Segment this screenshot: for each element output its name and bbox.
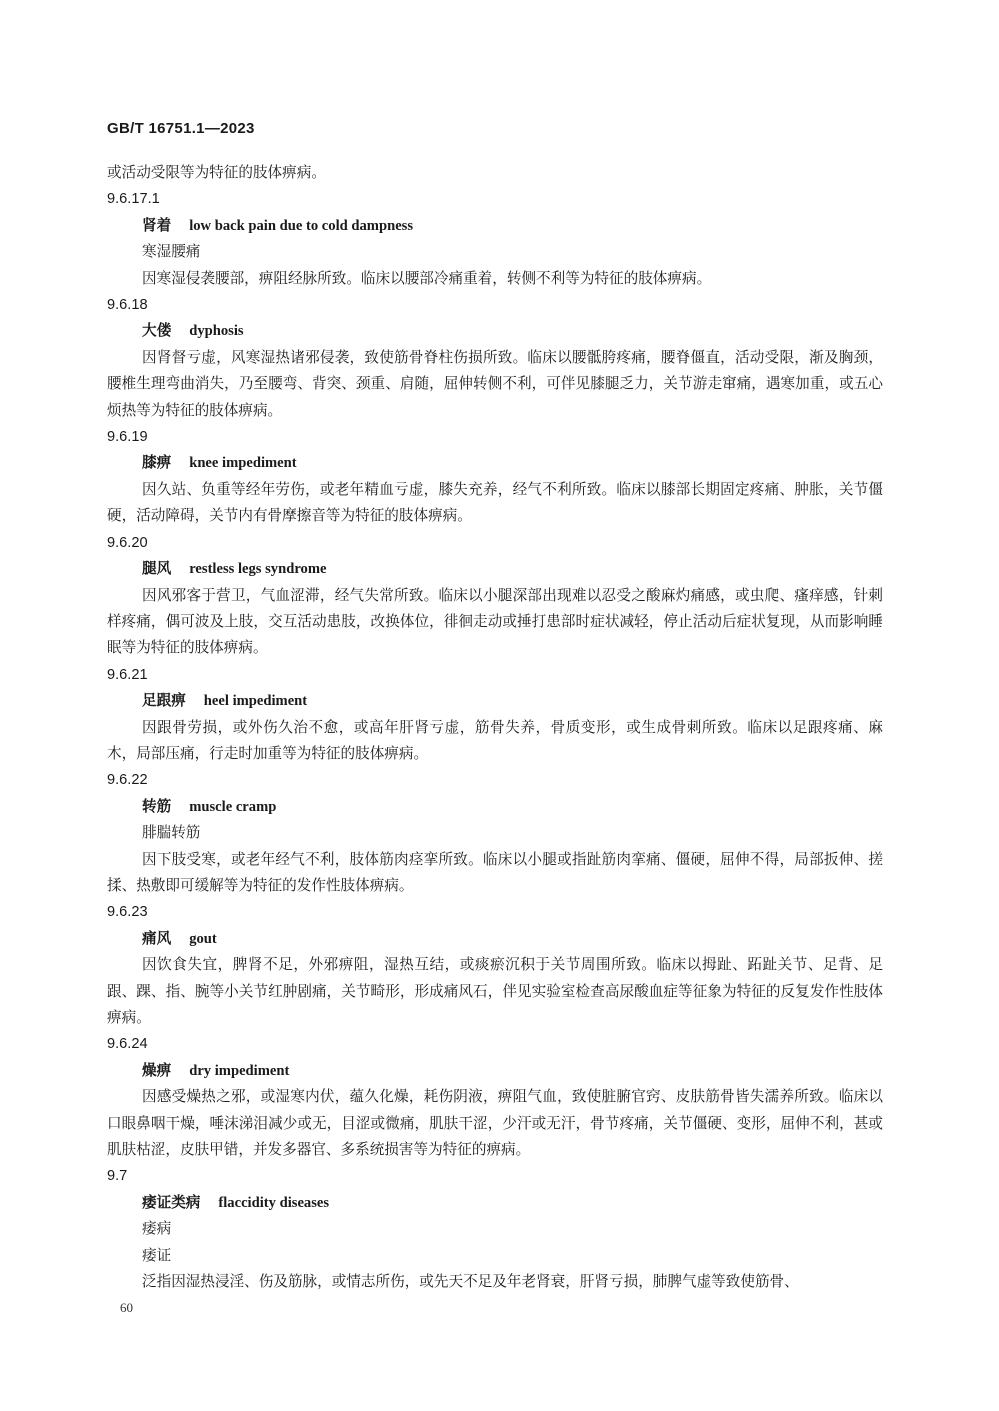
entry-number: 9.6.19 [107,429,148,446]
term-en: low back pain due to cold dampness [189,217,414,234]
term-en: dyphosis [189,323,244,340]
page-number: 60 [120,1300,133,1315]
standard-code-header: GB/T 16751.1—2023 [107,120,255,137]
term-zh: 足跟痹 [142,692,186,710]
term-heading [107,1190,883,1216]
term-definition: 因风邪客于营卫，气血涩滞，经气失常所致。临床以小腿深部出现难以忍受之酸麻灼痛感，或虫爬、瘙痒感，针刺样疼痛，偶可波及上肢，交互活动患肢，改换体位，徘徊走动或捶打患部时症状减轻，停止活动后症状复现，从而影响睡眠等为特征的肢体痹病。 [107,586,883,657]
term-zh: 痛风 [142,929,172,947]
term-synonym: 痿证 [142,1246,172,1264]
term-zh: 腿风 [142,560,172,578]
continued-paragraph: 或活动受限等为特征的肢体痹病。 [107,164,326,181]
term-heading [107,926,883,952]
term-definition: 因下肢受寒，或老年经气不利，肢体筋肉痉挛所致。临床以小腿或指趾筋肉挛痛、僵硬，屈伸不得，局部扳伸、搓揉、热敷即可缓解等为特征的发作性肢体痹病。 [107,850,883,894]
term-en: knee impediment [189,455,297,472]
term-heading [107,318,883,344]
term-en: restless legs syndrome [189,561,327,578]
term-zh: 肾着 [142,216,172,234]
term-heading [107,794,883,820]
term-zh: 膝痹 [142,454,172,472]
term-definition: 因久站、负重等经年劳伤，或老年精血亏虚，膝失充养，经气不利所致。临床以膝部长期固定疼痛、肿胀，关节僵硬，活动障碍，关节内有骨摩擦音等为特征的肢体痹病。 [107,480,883,525]
entry-number: 9.6.21 [107,666,148,683]
term-en: flaccidity diseases [218,1194,330,1211]
term-heading [107,1058,883,1084]
entry-number: 9.6.23 [107,904,148,921]
term-heading [107,688,883,714]
entry-number: 9.7 [107,1168,128,1185]
entry-number: 9.6.18 [107,297,148,314]
entry-number: 9.6.17.1 [107,191,160,208]
term-en: dry impediment [189,1062,290,1079]
term-en: muscle cramp [189,798,277,815]
term-definition: 泛指因湿热浸淫、伤及筋脉，或情志所伤，或先天不足及年老肾衰，肝肾亏损，肺脾气虚等致使筋骨、 [142,1273,799,1291]
term-definition: 因饮食失宜，脾肾不足，外邪痹阻，湿热互结，或痰瘀沉积于关节周围所致。临床以拇趾、跖趾关节、足背、足跟、踝、指、腕等小关节红肿剧痛，关节畸形，形成痛风石，伴见实验室检查高尿酸血症等征象为特征的反复发作性肢体痹病。 [107,956,883,1026]
term-zh: 痿证类病 [142,1193,201,1211]
term-definition: 因感受燥热之邪，或湿寒内伏，蕴久化燥，耗伤阴液，痹阻气血，致使脏腑官窍、皮肤筋骨皆失濡养所致。临床以口眼鼻咽干燥，唾沫涕泪减少或无，目涩或微痛，肌肤干涩，少汗或无汗，骨节疼痛，关节僵硬、变形，屈伸不利，甚或肌肤枯涩，皮肤甲错，并发多器官、多系统损害等为特征的痹病。 [107,1088,883,1159]
term-en: gout [189,930,217,947]
term-synonym: 痿病 [142,1220,172,1238]
term-definition: 因跟骨劳损，或外伤久治不愈，或高年肝肾亏虚，筋骨失养，骨质变形，或生成骨刺所致。临床以足跟疼痛、麻木，局部压痛，行走时加重等为特征的肢体痹病。 [107,718,883,762]
entry-number: 9.6.22 [107,772,148,789]
term-heading [107,213,883,239]
term-zh: 转筋 [142,797,172,815]
term-zh: 燥痹 [142,1061,172,1079]
term-synonym: 腓腨转筋 [142,824,201,842]
document-body [107,160,883,1295]
entry-number: 9.6.24 [107,1036,148,1053]
term-definition: 因寒湿侵袭腰部，痹阻经脉所致。临床以腰部冷痛重着，转侧不利等为特征的肢体痹病。 [142,269,712,287]
term-heading [107,556,883,582]
term-definition: 因肾督亏虚，风寒湿热诸邪侵袭，致使筋骨脊柱伤损所致。临床以腰骶胯疼痛，腰脊僵直，活动受限，渐及胸颈，腰椎生理弯曲消失，乃至腰弯、背突、颈重、肩随，屈伸转侧不利，可伴见膝腿乏力，关节游走窜痛，遇寒加重，或五心烦热等为特征的肢体痹病。 [107,348,883,419]
term-heading [107,450,883,476]
entry-number: 9.6.20 [107,534,148,551]
term-en: heel impediment [203,693,308,710]
term-synonym: 寒湿腰痛 [142,243,201,261]
term-zh: 大偻 [142,322,172,340]
